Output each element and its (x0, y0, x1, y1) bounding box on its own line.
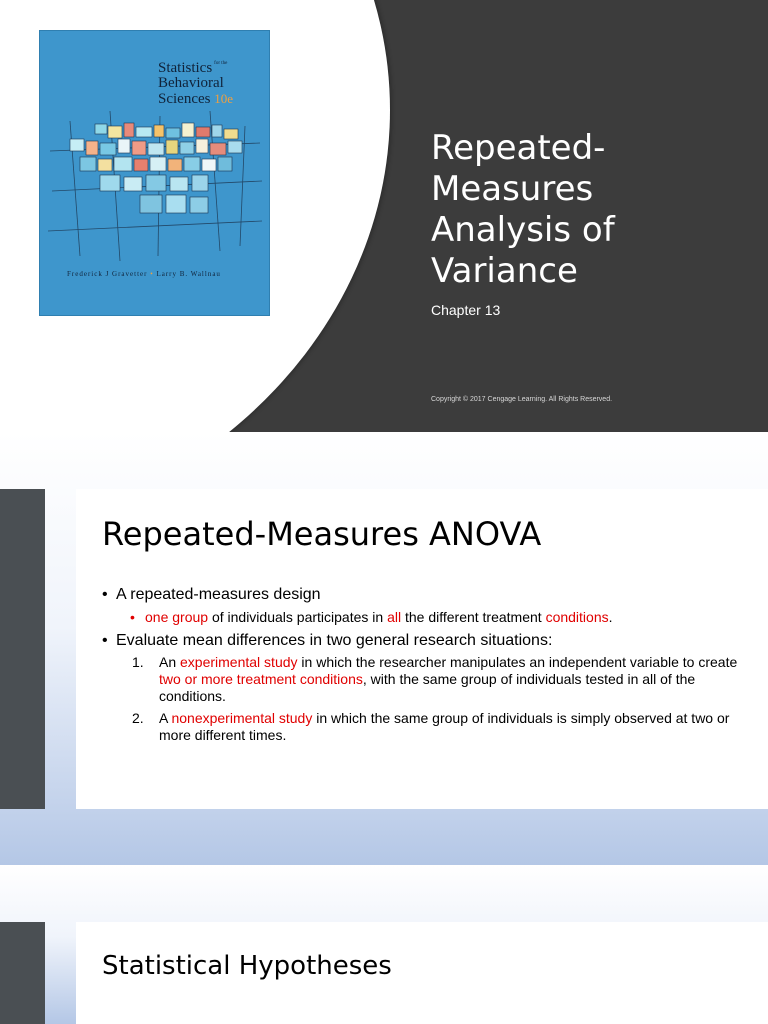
cover-for-the: for the (214, 61, 228, 66)
title-slide (0, 0, 768, 432)
text-span: the different treatment (401, 609, 546, 625)
cover-author1: Frederick J Gravetter (67, 270, 148, 278)
cover-title-line3: Sciences (158, 91, 211, 107)
text-span: . (608, 609, 613, 625)
cover-title-line1: Statistics (158, 60, 213, 76)
highlight-treatment-conditions: two or more treatment conditions (159, 671, 363, 687)
slide-heading: Statistical Hypotheses (102, 951, 392, 981)
content-slide-hypotheses (0, 865, 768, 1024)
numbered-item-1 (102, 654, 742, 705)
text-span: in which the same group of individuals is simply observed at two or more different times. (159, 710, 730, 743)
slide-heading: Repeated-Measures ANOVA (102, 515, 542, 553)
content-slide-anova (0, 432, 768, 865)
text-span: of individuals participates in (208, 609, 388, 625)
text-span: An (159, 654, 181, 670)
content-panel (76, 489, 768, 809)
highlight-conditions: conditions (545, 609, 609, 625)
cover-author-separator: • (150, 270, 154, 278)
cover-edition: 10e (214, 91, 234, 106)
highlight-one-group: one group (145, 609, 209, 625)
content-panel (76, 922, 768, 1024)
book-cover-image (40, 31, 269, 315)
text-span: , with the same group of individuals tested in all of the conditions. (159, 671, 696, 704)
side-accent-bar (0, 489, 45, 809)
presentation-title: Repeated- Measures Analysis of Variance (431, 128, 615, 291)
chapter-subtitle: Chapter 13 (431, 302, 501, 318)
numbered-item-2 (102, 710, 742, 744)
highlight-experimental-study: experimental study (180, 654, 298, 670)
bullet-design: • A repeated-measures design (102, 585, 742, 605)
slide-body (102, 585, 742, 749)
cover-authors (67, 270, 221, 278)
side-accent-bar (0, 922, 45, 1024)
highlight-all: all (387, 609, 402, 625)
cover-title (158, 61, 233, 107)
sub-bullet-one-group (102, 608, 742, 626)
copyright-notice: Copyright © 2017 Cengage Learning. All Rights Reserved. (431, 396, 613, 403)
text-span: in which the researcher manipulates an independent variable to create (297, 654, 738, 670)
bullet-evaluate: • Evaluate mean differences in two general research situations: (102, 631, 742, 651)
cover-title-line2: Behavioral (158, 75, 224, 91)
item-number: 1. (132, 654, 144, 670)
item-number: 2. (132, 710, 144, 726)
text-span: A (159, 710, 172, 726)
highlight-nonexperimental-study: nonexperimental study (171, 710, 313, 726)
cover-author2: Larry B. Wallnau (156, 270, 221, 278)
